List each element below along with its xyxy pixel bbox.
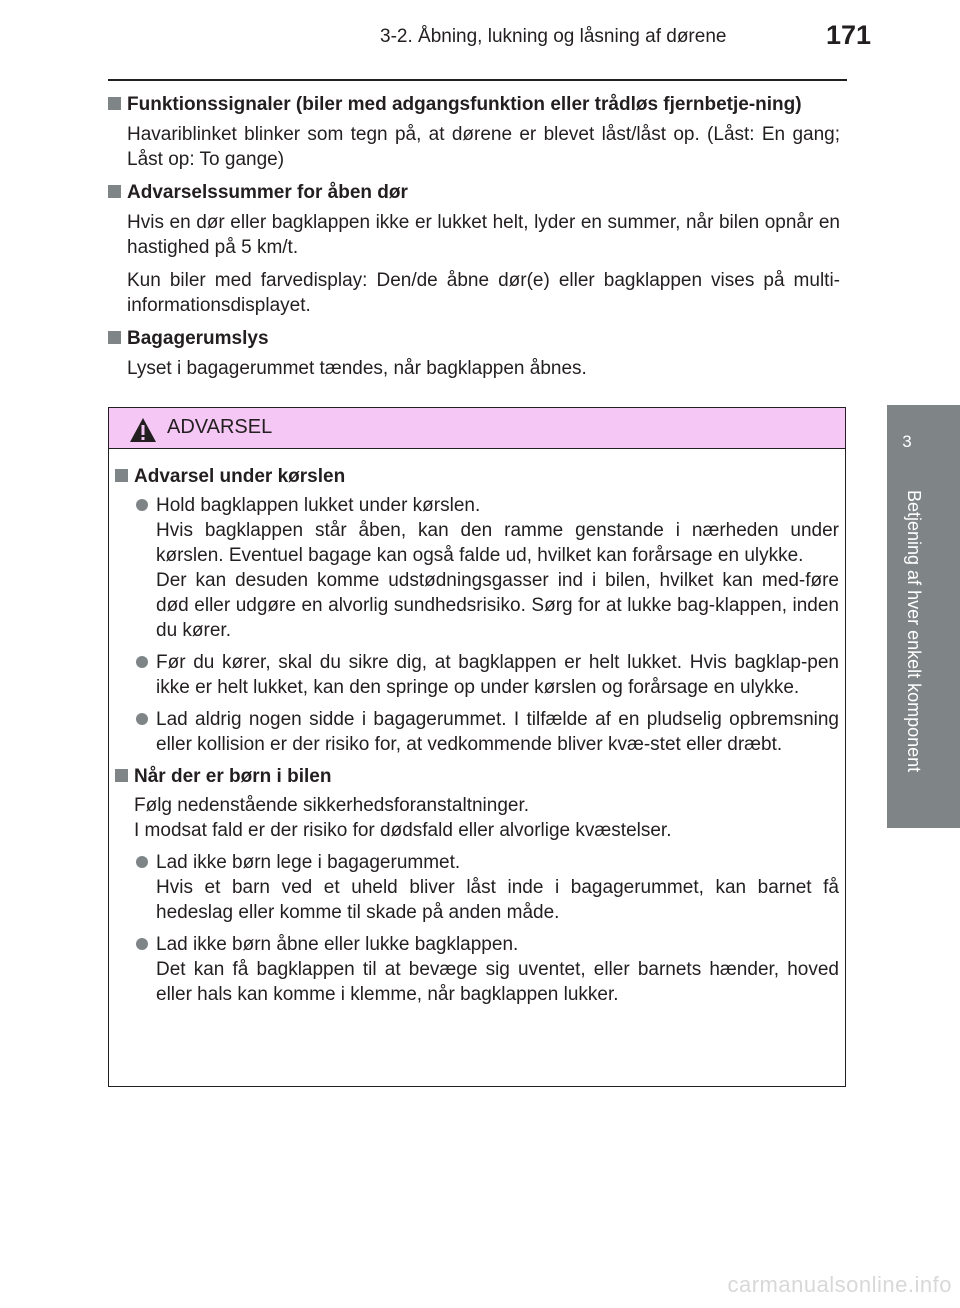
warning-header: [109, 408, 845, 449]
warning-bullet: [115, 707, 839, 757]
warning-bullet-text: [156, 850, 839, 925]
square-bullet-icon: [108, 97, 121, 110]
chapter-label: Betjening af hver enkelt komponent: [904, 490, 924, 773]
section-heading: [108, 180, 840, 205]
warning-bullet-text: [156, 932, 839, 1007]
warning-body: [115, 464, 839, 1007]
bullet-line: Lad ikke børn lege i bagagerummet.: [156, 852, 461, 873]
section-heading: [108, 326, 840, 351]
page-number: 171: [826, 20, 872, 50]
section-luggage-light: [108, 326, 840, 381]
warning-group-heading-text: Advarsel under kørslen: [134, 466, 346, 487]
warning-bullet: [115, 850, 839, 925]
bullet-line: Lad ikke børn åbne eller lukke bagklappen.: [156, 934, 519, 955]
site-watermark: carmanualsonline.info: [727, 1272, 952, 1297]
section-paragraph: Havariblinket blinker som tegn på, at dørene er blevet låst/låst op. (Låst: En gang; Låst op: To gange): [127, 124, 840, 170]
round-bullet-icon: [136, 499, 148, 511]
bullet-line: Det kan få bagklappen til at bevæge sig uventet, eller barnets hænder, hoved eller hals kan komme i klemme, når bagklappen lukker.: [156, 959, 839, 1005]
warning-box: [108, 407, 846, 1087]
warning-bullet-text: [156, 493, 839, 643]
intro-line: I modsat fald er der risiko for dødsfald eller alvorlige kvæstelser.: [134, 820, 672, 841]
bullet-line: Hvis bagklappen står åben, kan den ramme genstande i nærheden under kørslen. Eventuel bagage kan også falde ud, hvilket kan forårsage en ulykke.: [156, 520, 839, 566]
warning-group-heading: [115, 464, 839, 489]
warning-triangle-icon: [129, 417, 157, 443]
header-divider: [108, 79, 847, 81]
round-bullet-icon: [136, 938, 148, 950]
warning-group-children: [115, 764, 839, 1007]
warning-group-heading-text: Når der er børn i bilen: [134, 766, 332, 787]
section-heading: [108, 92, 840, 117]
bullet-line: Før du kører, skal du sikre dig, at bagklappen er helt lukket. Hvis bagklap-pen ikke er helt lukket, kan den springe op under kørslen og forårsage en ulykke.: [156, 652, 839, 698]
warning-bullet-text: [156, 650, 839, 700]
bullet-line: Der kan desuden komme udstødningsgasser ind i bilen, hvilket kan med-føre død eller udgøre en alvorlig sundhedsrisiko. Sørg for at lukke bag-klappen, inden du kører.: [156, 570, 839, 641]
warning-title: ADVARSEL: [167, 416, 273, 438]
section-heading-text: Funktionssignaler (biler med adgangsfunktion eller trådløs fjernbetje-ning): [127, 94, 802, 115]
square-bullet-icon: [115, 469, 128, 482]
running-header-section: 3-2. Åbning, lukning og låsning af dørene: [380, 26, 727, 47]
square-bullet-icon: [115, 769, 128, 782]
warning-group-intro: [115, 793, 839, 843]
bullet-line: Hold bagklappen lukket under kørslen.: [156, 495, 481, 516]
section-heading-text: Bagagerumslys: [127, 328, 269, 349]
warning-bullet: [115, 650, 839, 700]
section-paragraph: Lyset i bagagerummet tændes, når bagklappen åbnes.: [127, 358, 587, 379]
section-function-signals: [108, 92, 840, 172]
warning-group-driving: [115, 464, 839, 757]
section-heading-text: Advarselssummer for åben dør: [127, 182, 408, 203]
section-paragraph: Hvis en dør eller bagklappen ikke er lukket helt, lyder en summer, når bilen opnår en hastighed på 5 km/t.: [127, 212, 840, 258]
bullet-line: Lad aldrig nogen sidde i bagagerummet. I tilfælde af en pludselig opbremsning eller kollision er der risiko for, at vedkommende bliver kvæ-stet eller dræbt.: [156, 709, 839, 755]
section-paragraph: Kun biler med farvedisplay: Den/de åbne dør(e) eller bagklappen vises på multi-informationsdisplayet.: [127, 270, 840, 316]
round-bullet-icon: [136, 656, 148, 668]
square-bullet-icon: [108, 331, 121, 344]
warning-group-heading: [115, 764, 839, 789]
warning-bullet: [115, 493, 839, 643]
warning-bullet: [115, 932, 839, 1007]
square-bullet-icon: [108, 185, 121, 198]
round-bullet-icon: [136, 856, 148, 868]
intro-line: Følg nedenstående sikkerhedsforanstaltninger.: [134, 795, 530, 816]
main-content: [108, 92, 840, 381]
warning-bullet-text: [156, 707, 839, 757]
chapter-number: 3: [902, 432, 912, 451]
bullet-line: Hvis et barn ved et uheld bliver låst inde i bagagerummet, kan barnet få hedeslag eller komme til skade på anden måde.: [156, 877, 839, 923]
round-bullet-icon: [136, 713, 148, 725]
section-door-buzzer: [108, 180, 840, 318]
